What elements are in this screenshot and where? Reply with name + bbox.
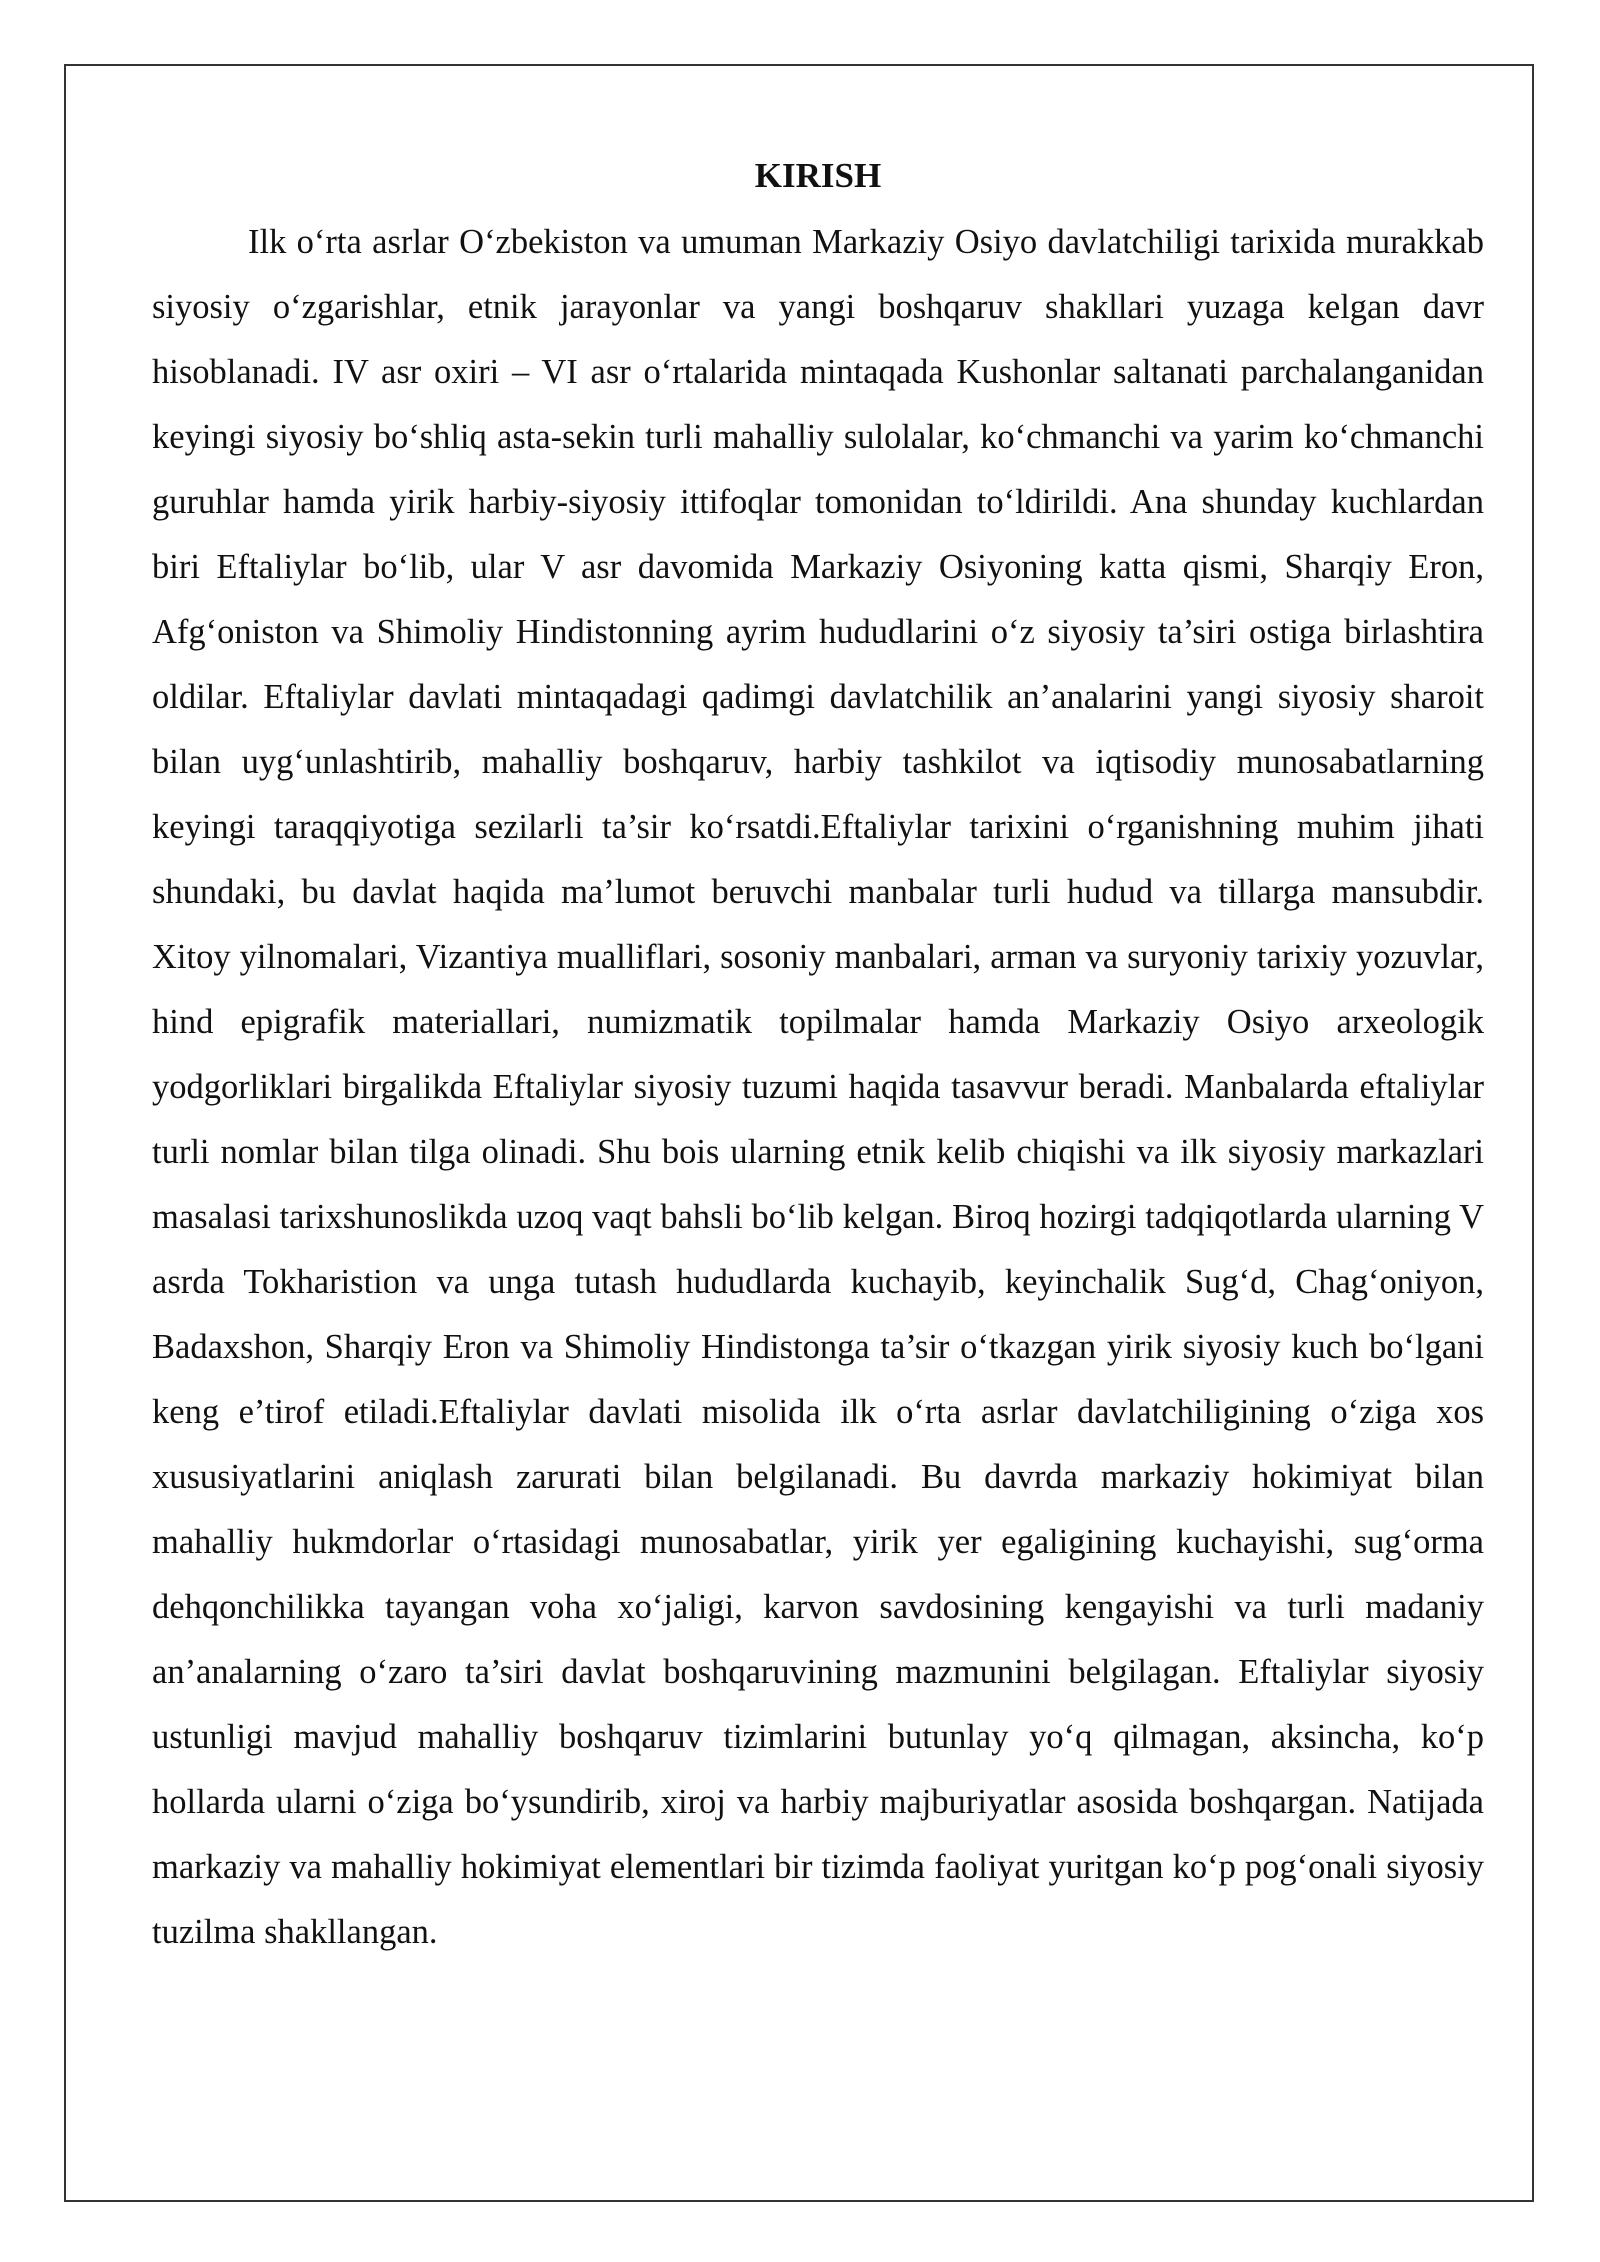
body-paragraph: Ilk o‘rta asrlar O‘zbekiston va umuman Markaziy Osiyo davlatchiligi tarixida murakkab siyosiy o‘zgarishlar, etnik jarayonlar va yangi boshqaruv shakllari yuzaga kelgan davr hisoblanadi. IV asr oxiri – VI asr o‘rtalarida mintaqada Kushonlar saltanati parchalanganidan keyingi siyosiy bo‘shliq asta-sekin turli mahalliy sulolalar, ko‘chmanchi va yarim ko‘chmanchi guruhlar hamda yirik harbiy-siyosiy ittifoqlar tomonidan to‘ldirildi. Ana shunday kuchlardan biri Eftaliylar bo‘lib, ular V asr davomida Markaziy Osiyoning katta qismi, Sharqiy Eron, Afg‘oniston va Shimoliy Hindistonning ayrim hududlarini o‘z siyosiy ta’siri ostiga birlashtira oldilar. Eftaliylar davlati mintaqadagi qadimgi davlatchilik an’analarini yangi siyosiy sharoit bilan uyg‘unlashtirib, mahalliy boshqaruv, harbiy tashkilot va iqtisodiy munosabatlarning keyingi taraqqiyotiga sezilarli ta’sir ko‘rsatdi.Eftaliylar tarixini o‘rganishning muhim jihati shundaki, bu davlat haqida ma’lumot beruvchi manbalar turli hudud va tillarga mansubdir. Xitoy yilnomalari, Vizantiya mualliflari, sosoniy manbalari, arman va suryoniy tarixiy yozuvlar, hind epigrafik materiallari, numizmatik topilmalar hamda Markaziy Osiyo arxeologik yodgorliklari birgalikda Eftaliylar siyosiy tuzumi haqida tasavvur beradi. Manbalarda eftaliylar turli nomlar bilan tilga olinadi. Shu bois ularning etnik kelib chiqishi va ilk siyosiy markazlari masalasi tarixshunoslikda uzoq vaqt bahsli bo‘lib kelgan. Biroq hozirgi tadqiqotlarda ularning V asrda Tokharistion va unga tutash hududlarda kuchayib, keyinchalik Sug‘d, Chag‘oniyon, Badaxshon, Sharqiy Eron va Shimoliy Hindistonga ta’sir o‘tkazgan yirik siyosiy kuch bo‘lgani keng e’tirof etiladi.Eftaliylar davlati misolida ilk o‘rta asrlar davlatchiligining o‘ziga xos xususiyatlarini aniqlash zarurati bilan belgilanadi. Bu davrda markaziy hokimiyat bilan mahalliy hukmdorlar o‘rtasidagi munosabatlar, yirik yer egaligining kuchayishi, sug‘orma dehqonchilikka tayangan voha xo‘jaligi, karvon savdosining kengayishi va turli madaniy an’analarning o‘zaro ta’siri davlat boshqaruvining mazmunini belgilagan. Eftaliylar siyosiy ustunligi mavjud mahalliy boshqaruv tizimlarini butunlay yo‘q qilmagan, aksincha, ko‘p hollarda ularni o‘ziga bo‘ysundirib, xiroj va harbiy majburiyatlar asosida boshqargan. Natijada markaziy va mahalliy hokimiyat elementlari bir tizimda faoliyat yuritgan ko‘p pog‘onali siyosiy tuzilma shakllangan.	[152, 223, 1484, 1951]
document-content	[152, 146, 1484, 1965]
document-title: KIRISH	[754, 156, 882, 195]
